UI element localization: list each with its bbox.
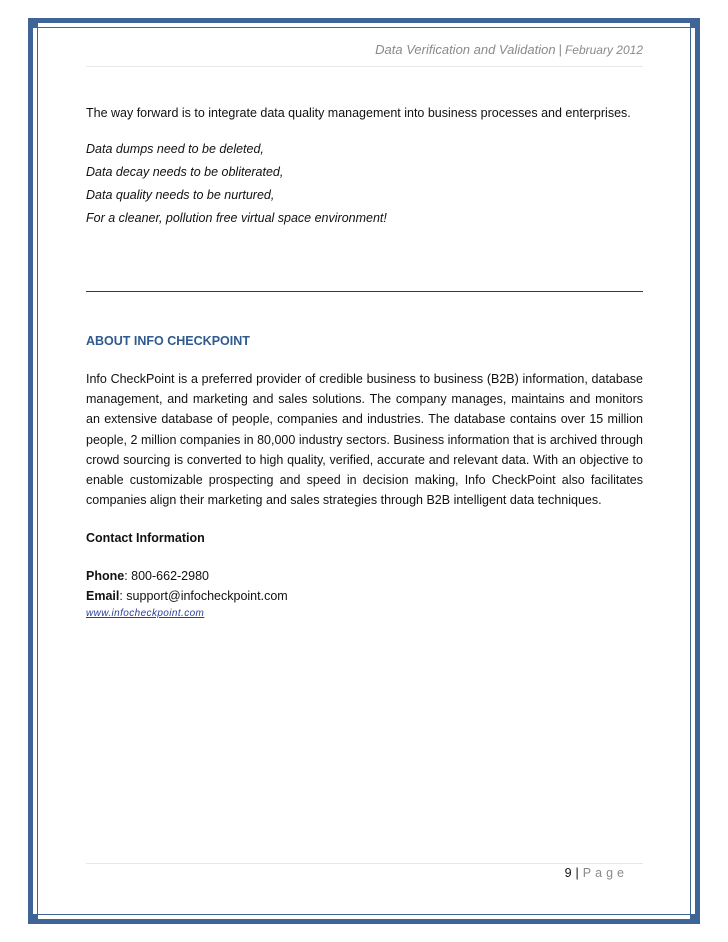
header-separator: | [558,42,562,57]
page-label: Page [582,866,628,880]
about-paragraph: Info CheckPoint is a preferred provider of credible business to business (B2B) information, database management, and marketing and sales solutions. The company manages, maintains and monitors an extensive database of people, companies and industries. The database contains over 15 million people, 2 million companies in 80,000 industry sectors. Business information that is archived through crowd sourcing is converted to high quality, verified, accurate and relevant data. With an objective to enable customizable prospecting and speed in decision making, Info CheckPoint also facilitates companies align their marketing and sales strategies through B2B intelligent data techniques. [86,372,643,508]
phone-value: : 800-662-2980 [124,569,209,584]
intro-section [86,103,643,230]
page-header [86,42,643,57]
header-date: February 2012 [564,43,643,57]
border-corner-top-left [28,18,38,28]
section-divider [86,291,643,292]
header-rule [86,66,643,67]
border-corner-bottom-right [690,914,700,924]
border-corner-top-right [690,18,700,28]
footer-separator: | [575,866,579,880]
header-title: Data Verification and Validation [375,42,556,57]
poem-line: Data decay needs to be obliterated, [86,165,284,179]
page-number: 9 [564,866,572,880]
lead-paragraph: The way forward is to integrate data quality management into business processes and enterprises. [86,106,631,120]
about-section [86,331,643,622]
page-footer [86,866,628,880]
poem-line: Data quality needs to be nurtured, [86,188,275,202]
contact-heading: Contact Information [86,531,205,546]
website-link[interactable]: www.infocheckpoint.com [86,608,205,620]
poem-line: Data dumps need to be deleted, [86,142,264,156]
poem-block [86,138,643,230]
footer-rule [86,863,643,864]
email-value: : support@infocheckpoint.com [119,589,288,604]
contact-email [86,586,643,606]
phone-label: Phone [86,569,125,584]
border-corner-bottom-left [28,914,38,924]
contact-phone [86,566,643,586]
email-label: Email [86,589,120,604]
about-heading: ABOUT INFO CHECKPOINT [86,334,250,348]
poem-line: For a cleaner, pollution free virtual space environment! [86,211,387,225]
